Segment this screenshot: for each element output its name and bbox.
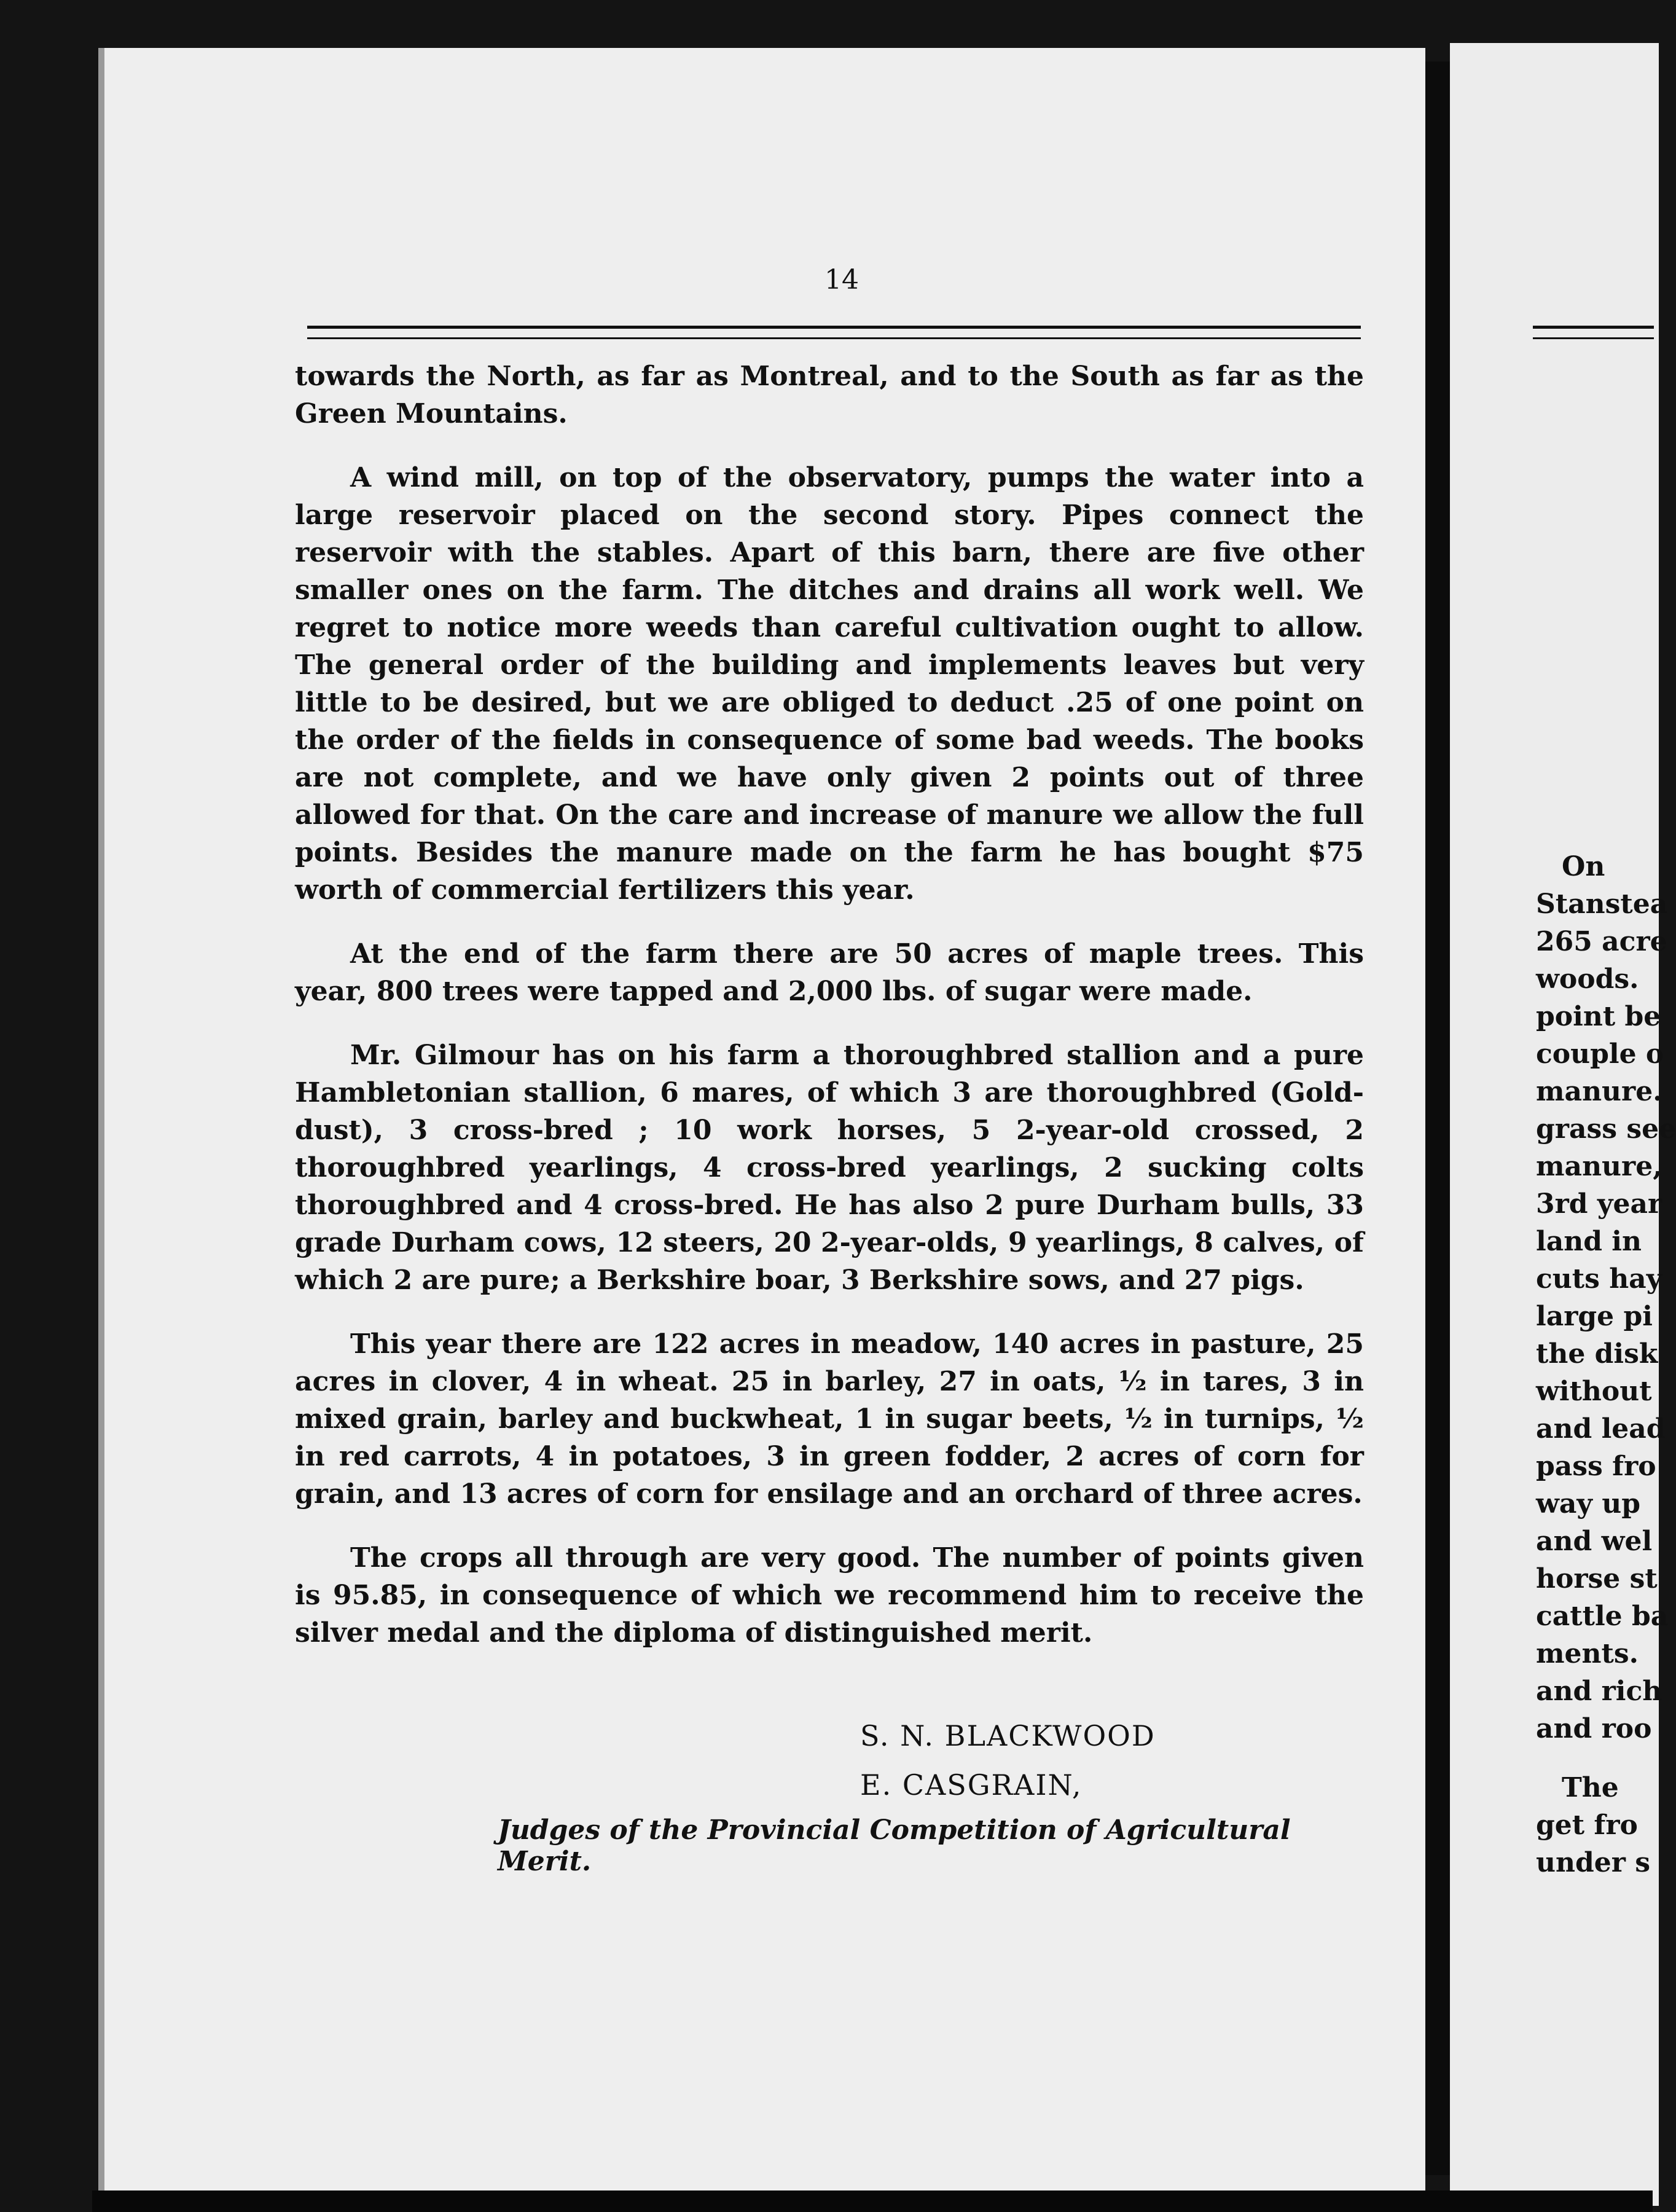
right-page-line: 3rd year [1536,1188,1662,1220]
right-page-line: cattle ba [1536,1601,1669,1632]
body-text [295,358,1364,1678]
paragraph: At the end of the farm there are 50 acres of maple trees. This year, 800 trees were tapped and 2,000 lbs. of sugar were made. [295,938,1364,1007]
right-page-line: ments. [1536,1638,1639,1669]
signature-blackwood: S. N. BLACKWOOD [860,1719,1156,1752]
book-spine [1425,61,1451,2175]
right-page-line: without [1536,1376,1652,1407]
paragraph: The crops all through are very good. The number of points given is 95.85, in consequence of which we recommend him to receive the silver medal and the diploma of distinguished merit. [295,1542,1364,1649]
judges-caption: Judges of the Provincial Competition of Agricultural Merit. [498,1814,1291,1877]
paragraph: A wind mill, on top of the observatory, pumps the water into a large reservoir placed on the second story. Pipes connect the reservoir with the stables. Apart of this barn, there are five other smaller ones on the farm. The ditches and drains all work well. We regret to notice more weeds than careful cultivation ought to allow. The general order of the building and implements leaves but very little to be desired, but we are obliged to deduct .25 of one point on the order of the fields in consequence of some bad weeds. The books are not complete, and we have only given 2 points out of three allowed for that. On the care and increase of manure we allow the full points. Besides the manure made on the farm he has bought $75 worth of commercial fertilizers this year. [295,462,1364,906]
header-rule [307,326,1361,339]
right-page-line: couple o [1536,1038,1664,1070]
bottom-shadow [92,2190,1653,2212]
page-number: 14 [824,264,859,296]
right-page-line: and rich [1536,1676,1662,1707]
right-page-line: land in [1536,1226,1642,1257]
right-page-header-rule [1533,326,1654,339]
paragraph: Mr. Gilmour has on his farm a thoroughbred stallion and a pure Hambletonian stallion, 6 mares, of which 3 are thoroughbred (Gold-dust), 3 cross-bred ; 10 work horses, 5 2-year-old crossed, 2 thoroughbred yearlings, 4 cross-bred yearlings, 2 sucking colts thoroughbred and 4 cross-bred. He has also 2 pure Durham bulls, 33 grade Durham cows, 12 steers, 20 2-year-olds, 9 yearlings, 8 calves, of which 2 are pure; a Berkshire boar, 3 Berkshire sows, and 27 pigs. [295,1040,1364,1296]
right-page-line: woods. [1536,963,1639,995]
right-page-line: point be [1536,1001,1661,1032]
right-page-line: large pi [1536,1301,1653,1332]
paragraph: This year there are 122 acres in meadow, 140 acres in pasture, 25 acres in clover, 4 in wheat. 25 in barley, 27 in oats, ½ in tares, 3 in mixed grain, barley and buckwheat, 1 in sugar beets, ½ in turnips, ½ in red carrots, 4 in potatoes, 3 in green fodder, 2 acres of corn for grain, and 13 acres of corn for ensilage and an orchard of three acres. [295,1328,1364,1510]
right-page-line: The [1562,1772,1619,1803]
right-page-line: grass see [1536,1113,1676,1145]
right-page-line: Stanstea [1536,888,1668,920]
right-page-text [1536,848,1676,1881]
right-page-line: manure. [1536,1076,1662,1107]
right-page-line: cuts hay [1536,1263,1662,1295]
right-page-line: On [1562,851,1605,882]
right-page-line: pass fro [1536,1451,1656,1482]
signature-casgrain: E. CASGRAIN, [860,1768,1083,1802]
right-page-line: way up [1536,1488,1641,1520]
right-page-line: and wel [1536,1526,1653,1557]
right-page-line: 265 acre [1536,926,1667,957]
right-page-line: the disk [1536,1338,1658,1370]
right-page-line: manure, [1536,1151,1662,1182]
paragraph: towards the North, as far as Montreal, and to the South as far as the Green Mountains. [295,361,1364,429]
right-page-line: and lead [1536,1413,1666,1445]
right-page-line: and roo [1536,1713,1652,1744]
right-page-line: under s [1536,1847,1651,1878]
right-page-line: get fro [1536,1810,1638,1841]
right-page-line: horse st [1536,1563,1658,1594]
